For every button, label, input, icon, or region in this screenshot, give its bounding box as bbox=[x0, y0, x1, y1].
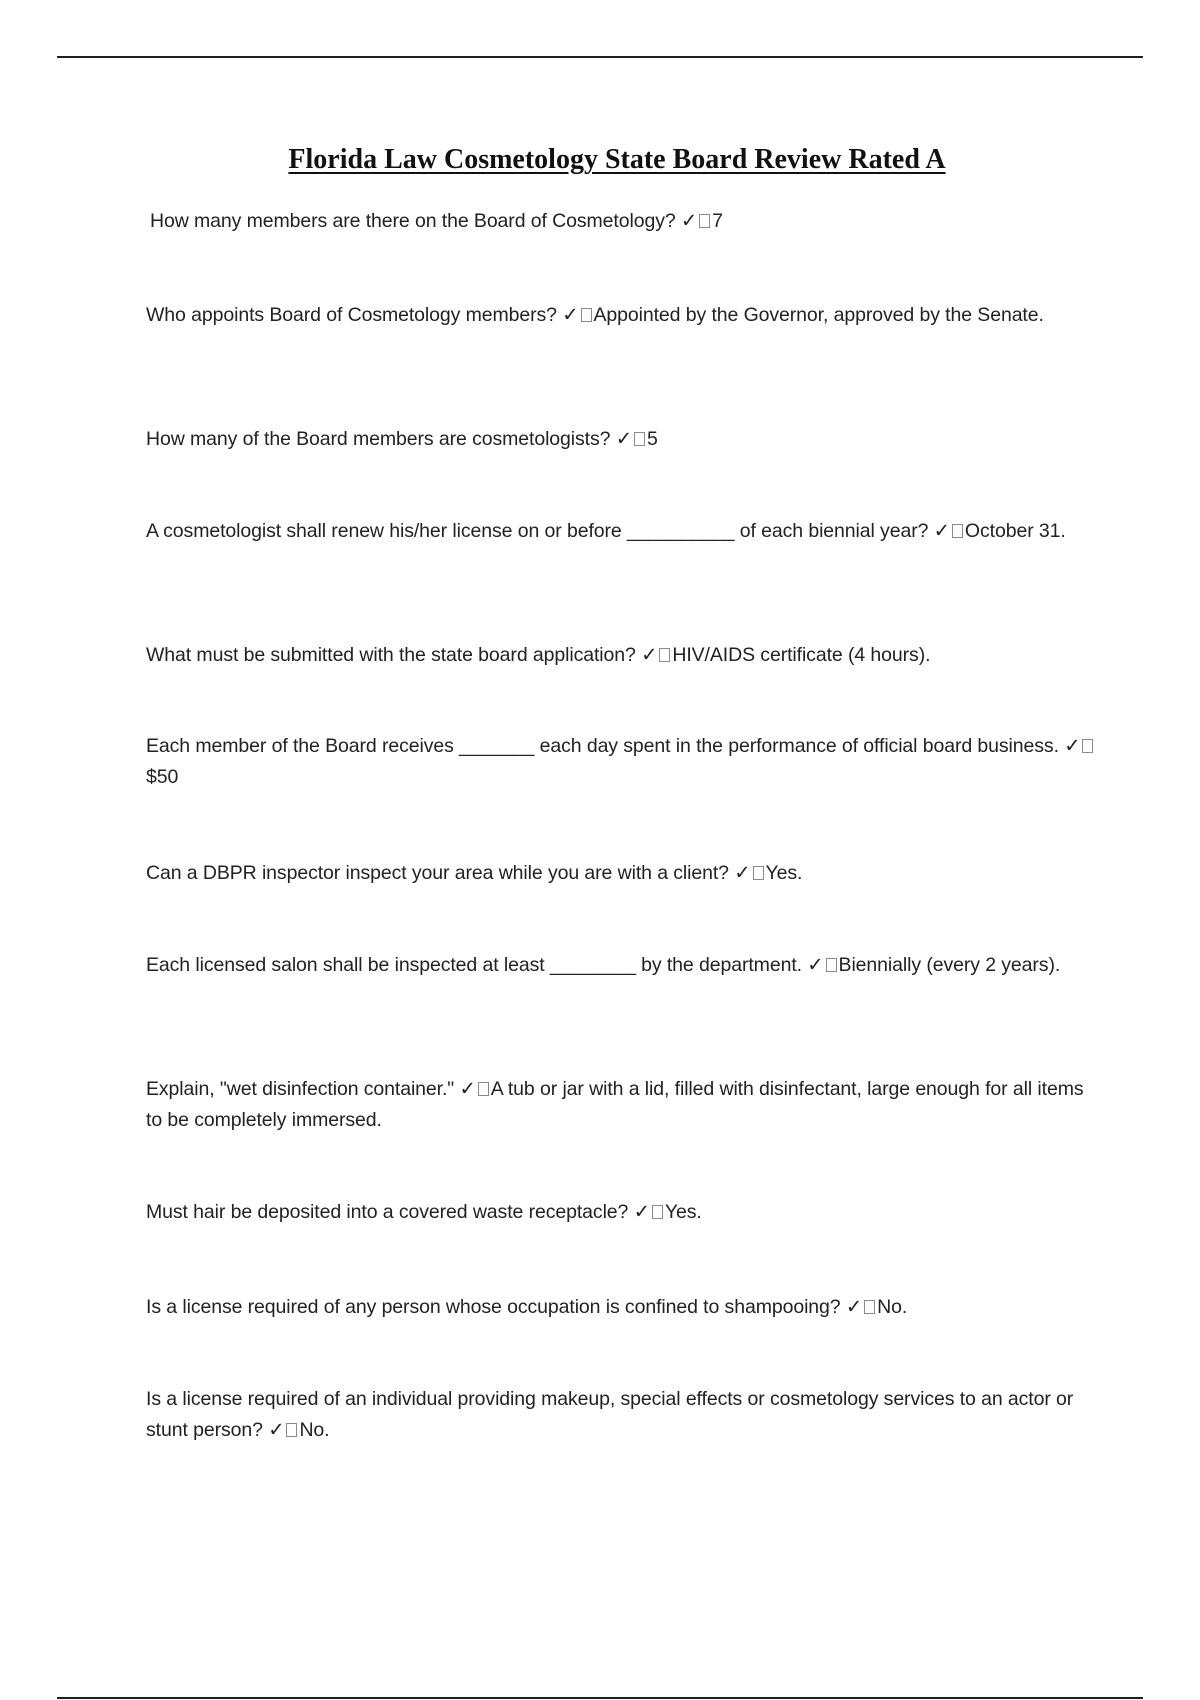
checkmark-icon: ✓ bbox=[633, 1201, 650, 1223]
question-text: Can a DBPR inspector inspect your area while you are with a client? bbox=[146, 862, 729, 884]
checkmark-icon: ✓ bbox=[845, 1296, 863, 1318]
checkbox-icon bbox=[826, 958, 837, 972]
checkmark-icon: ✓ bbox=[933, 520, 950, 542]
answer-text: No. bbox=[299, 1419, 330, 1441]
checkbox-icon bbox=[634, 432, 645, 446]
qa-item-5 bbox=[146, 640, 1096, 671]
question-text: Each licensed salon shall be inspected at least ________ by the department. bbox=[146, 954, 802, 976]
answer-text: October 31. bbox=[964, 520, 1066, 542]
qa-item-8 bbox=[146, 950, 1096, 981]
checkbox-icon bbox=[952, 524, 963, 538]
answer-text: $50 bbox=[146, 766, 179, 788]
qa-item-9 bbox=[146, 1074, 1096, 1136]
checkmark-icon: ✓ bbox=[615, 428, 632, 450]
answer-text: Biennially (every 2 years). bbox=[838, 954, 1061, 976]
qa-item-2 bbox=[146, 300, 1096, 331]
answer-text: 7 bbox=[712, 210, 723, 232]
answer-text: Appointed by the Governor, approved by the Senate. bbox=[593, 304, 1044, 326]
question-text: Is a license required of an individual providing makeup, special effects or cosmetology services to an actor or stunt person? bbox=[146, 1388, 1074, 1441]
qa-item-4 bbox=[146, 516, 1096, 547]
checkmark-icon: ✓ bbox=[680, 210, 698, 232]
question-text: Explain, "wet disinfection container." bbox=[146, 1078, 455, 1100]
qa-item-1 bbox=[150, 206, 1100, 237]
question-text: What must be submitted with the state board application? bbox=[146, 644, 636, 666]
question-text: How many members are there on the Board of Cosmetology? bbox=[150, 210, 676, 232]
answer-text: HIV/AIDS certificate (4 hours). bbox=[672, 644, 931, 666]
question-text: Each member of the Board receives _______ each day spent in the performance of official board business. bbox=[146, 735, 1059, 757]
answer-text: Yes. bbox=[765, 862, 803, 884]
checkbox-icon bbox=[753, 866, 764, 880]
qa-item-7 bbox=[146, 858, 1096, 889]
qa-item-3 bbox=[146, 424, 1096, 455]
checkmark-icon: ✓ bbox=[268, 1419, 285, 1441]
checkmark-icon: ✓ bbox=[641, 644, 658, 666]
document-title bbox=[0, 142, 1200, 178]
qa-item-11 bbox=[146, 1292, 1096, 1323]
answer-text: No. bbox=[877, 1296, 908, 1318]
qa-item-6 bbox=[146, 731, 1096, 793]
checkbox-icon bbox=[652, 1205, 663, 1219]
answer-text: A tub or jar with a lid, filled with disinfectant, large enough for all items to be completely immersed. bbox=[146, 1078, 1084, 1131]
document-title-text: Florida Law Cosmetology State Board Review Rated A bbox=[288, 144, 946, 175]
checkmark-icon: ✓ bbox=[807, 954, 824, 976]
checkmark-icon: ✓ bbox=[459, 1078, 476, 1100]
checkbox-icon bbox=[699, 214, 710, 228]
checkbox-icon bbox=[581, 308, 592, 322]
checkbox-icon bbox=[1082, 739, 1093, 753]
checkbox-icon bbox=[286, 1423, 297, 1437]
checkbox-icon bbox=[864, 1300, 875, 1314]
question-text: Must hair be deposited into a covered waste receptacle? bbox=[146, 1201, 629, 1223]
question-text: How many of the Board members are cosmetologists? bbox=[146, 428, 611, 450]
checkmark-icon: ✓ bbox=[562, 304, 579, 326]
checkmark-icon: ✓ bbox=[734, 862, 751, 884]
checkmark-icon: ✓ bbox=[1064, 735, 1081, 757]
question-text: A cosmetologist shall renew his/her license on or before __________ of each biennial year? bbox=[146, 520, 929, 542]
question-text: Is a license required of any person whose occupation is confined to shampooing? bbox=[146, 1296, 841, 1318]
qa-item-10 bbox=[146, 1197, 1096, 1228]
bottom-rule bbox=[57, 1697, 1143, 1699]
answer-text: Yes. bbox=[664, 1201, 702, 1223]
top-rule bbox=[57, 56, 1143, 58]
answer-text: 5 bbox=[646, 428, 658, 450]
qa-item-12 bbox=[146, 1384, 1096, 1446]
checkbox-icon bbox=[659, 648, 670, 662]
question-text: Who appoints Board of Cosmetology members? bbox=[146, 304, 557, 326]
checkbox-icon bbox=[478, 1082, 489, 1096]
